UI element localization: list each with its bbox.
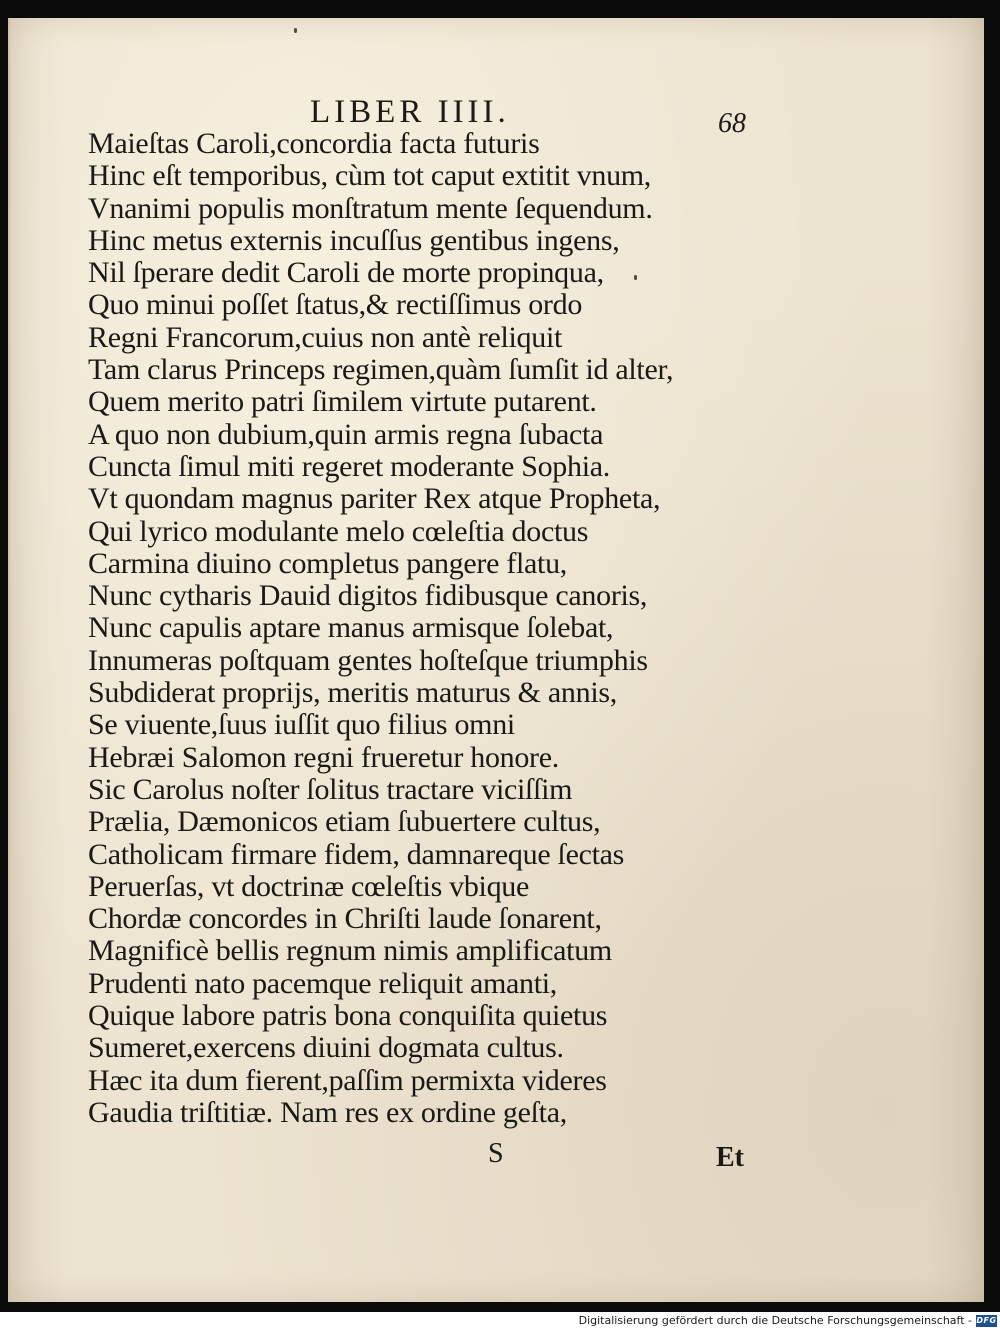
verse-line: Vnanimi populis monſtratum mente ſequendum. [88, 191, 653, 225]
catchword: Et [716, 1142, 744, 1173]
verse-line: Hæc ita dum fierent,paſſim permixta videres [88, 1063, 607, 1097]
verse-line: Hinc metus externis incuſſus gentibus ingens, [88, 223, 620, 257]
verse-line: Prælia, Dæmonicos etiam ſubuertere cultus, [88, 805, 601, 839]
verse-line: Innumeras poſtquam gentes hoſteſque triumphis [88, 643, 648, 677]
verse-line: Se viuente,ſuus iuſſit quo filius omni [88, 708, 515, 742]
digitization-credit: Digitalisierung gefördert durch die Deutsche Forschungsgemeinschaft - [578, 1314, 972, 1327]
verse-line: Nunc capulis aptare manus armisque ſolebat, [88, 611, 614, 645]
verse-line: Hebræi Salomon regni frueretur honore. [88, 740, 559, 774]
ink-speck [294, 28, 297, 33]
verse-line: Subdiderat proprijs, meritis maturus & annis, [88, 676, 617, 710]
page-number: 68 [718, 108, 746, 139]
running-head: LIBER IIII. [310, 94, 510, 130]
verse-line: Maieſtas Caroli,concordia facta futuris [88, 127, 540, 160]
verse-line: Hinc eſt temporibus, cùm tot caput extitit vnum, [88, 159, 651, 193]
verse-line: Prudenti nato pacemque reliquit amanti, [88, 966, 557, 1000]
verse-line: Sic Carolus noſter ſolitus tractare viciſſim [88, 772, 573, 806]
verse-line: Catholicam firmare fidem, damnareque ſectas [88, 837, 625, 871]
verse-line: Nil ſperare dedit Caroli de morte propinqua, [88, 256, 604, 290]
verse-line: Chordæ concordes in Chriſti laude ſonarent, [88, 902, 602, 936]
verse-line: Quique labore patris bona conquiſita quietus [88, 999, 608, 1033]
verse-line: Qui lyrico modulante melo cœleſtia doctus [88, 514, 589, 548]
footer-strip [0, 1312, 1000, 1331]
ink-speck [634, 275, 637, 280]
verse-line: A quo non dubium,quin armis regna ſubacta [88, 417, 604, 451]
verse-line: Sumeret,exercens diuini dogmata cultus. [88, 1031, 564, 1065]
verse-line: Magnificè bellis regnum nimis amplificatum [88, 934, 612, 968]
verse-line: Carmina diuino completus pangere flatu, [88, 546, 567, 580]
verse-block [88, 128, 728, 1129]
signature-mark: S [488, 1138, 504, 1169]
verse-line: Regni Francorum,cuius non antè reliquit [88, 320, 563, 354]
verse-line: Nunc cytharis Dauid digitos fidibusque canoris, [88, 579, 648, 613]
verse-line: Tam clarus Princeps regimen,quàm ſumſit id alter, [88, 353, 674, 387]
dfg-logo-icon[interactable]: DFG [976, 1316, 997, 1325]
verse-line: Peruerſas, vt doctrinæ cœleſtis vbique [88, 869, 530, 903]
verse-line: Vt quondam magnus pariter Rex atque Propheta, [88, 482, 661, 516]
verse-line: Quem merito patri ſimilem virtute putarent. [88, 385, 597, 419]
verse-line: Gaudia triſtitiæ. Nam res ex ordine geſta, [88, 1095, 567, 1129]
verse-line: Cuncta ſimul miti regeret moderante Sophia. [88, 449, 610, 483]
verse-line: Quo minui poſſet ſtatus,& rectiſſimus ordo [88, 288, 583, 322]
book-page [8, 18, 984, 1302]
